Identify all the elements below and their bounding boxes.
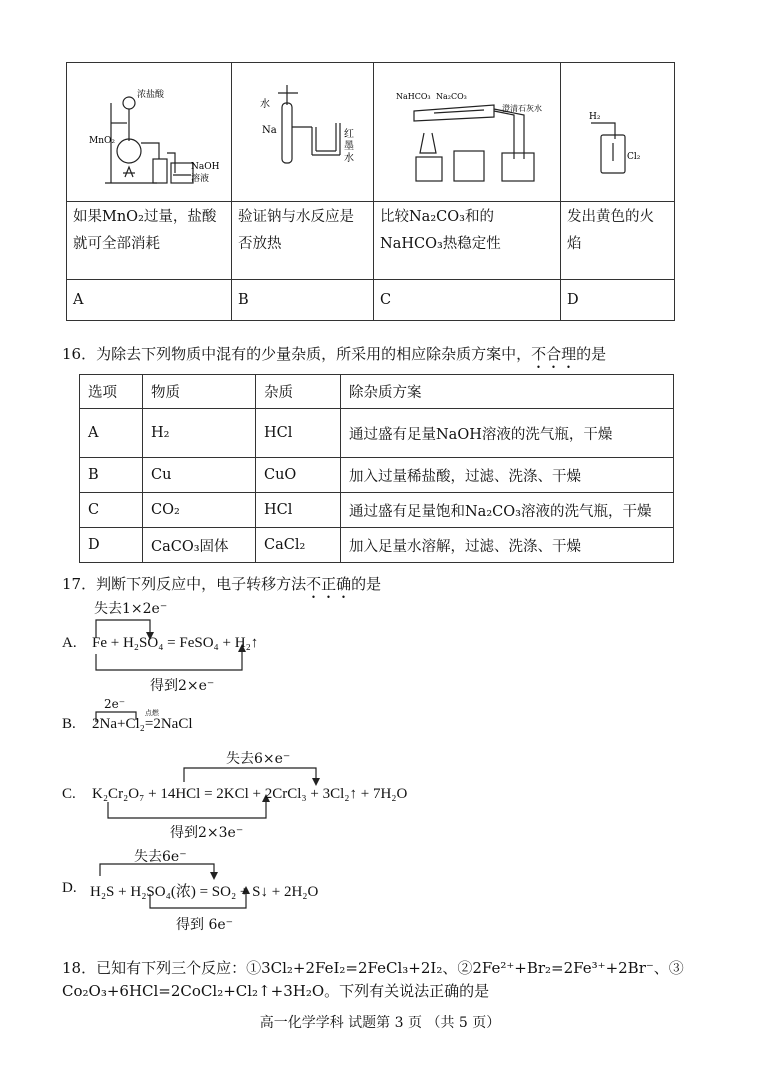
desc-c: 比较Na₂CO₃和的NaHCO₃热稳定性 <box>374 202 561 280</box>
q17d-label: D. <box>62 880 77 896</box>
label-red2: 墨 <box>344 141 354 152</box>
q16-cell: H₂ <box>143 409 256 458</box>
desc-b: 验证钠与水反应是否放热 <box>232 202 374 280</box>
q16-cell: 加入足量水溶解，过滤、洗涤、干燥 <box>341 528 674 563</box>
q16-stem-prefix: 16．为除去下列物质中混有的少量杂质，所采用的相应除杂质方案中， <box>62 345 532 363</box>
label-h2: H₂ <box>589 112 601 122</box>
q16-cell: C <box>80 493 143 528</box>
label-water: 水 <box>260 99 270 110</box>
q17a-bottom-label: 得到2×e⁻ <box>150 678 215 694</box>
q17c-equation: K₂Cr₂O₇ + 14HCl = 2KCl + 2CrCl₃ + 3Cl₂↑ + 7H₂O <box>92 786 408 802</box>
q17b-condition-sign: 点燃 = <box>144 709 159 732</box>
q17c-label: C. <box>62 786 76 802</box>
q17b-equation <box>92 709 193 733</box>
q18-line2: Co₂O₃+6HCl=2CoCl₂+Cl₂↑+3H₂O。下列有关说法正确的是 <box>62 982 490 1000</box>
sodium-water-diagram <box>232 63 373 201</box>
q17d-equation: H₂S + H₂SO₄(浓) = SO₂ + S↓ + 2H₂O <box>90 884 319 900</box>
q17d-bottom-label: 得到 6e⁻ <box>176 917 234 933</box>
q17-stem-suffix: 的是 <box>351 575 382 593</box>
apparatus-cell-a <box>67 63 232 202</box>
hydrogen-chlorine-diagram <box>561 63 674 201</box>
q17-stem-emphasis: 不正确 <box>306 575 352 593</box>
label-red1: 红 <box>344 129 354 140</box>
q16-cell: HCl <box>256 493 341 528</box>
q17b-label: B. <box>62 716 76 732</box>
label-solution: 溶液 <box>191 174 210 184</box>
q16-cell: HCl <box>256 409 341 458</box>
q17-stem-prefix: 17．判断下列反应中，电子转移方法 <box>62 575 307 593</box>
chlorine-generator-diagram <box>67 63 231 201</box>
q16-table <box>79 374 674 563</box>
q17b-top-label: 2e⁻ <box>104 697 126 711</box>
experiment-table <box>66 62 675 321</box>
label-mno2: MnO₂ <box>89 136 115 146</box>
label-na: Na <box>262 125 277 136</box>
apparatus-cell-c <box>374 63 561 202</box>
q18-line1: 18．已知有下列三个反应：①3Cl₂+2FeI₂=2FeCl₃+2I₂、②2Fe²⁺+Br₂=2Fe³⁺+2Br⁻、③ <box>62 959 684 977</box>
q16-stem <box>62 343 606 372</box>
q17a-label: A. <box>62 635 77 651</box>
letter-c: C <box>374 280 561 321</box>
table-row <box>80 493 674 528</box>
q17a-equation: Fe + H₂SO₄ = FeSO₄ + H₂↑ <box>92 635 259 651</box>
q17b-condition: 点燃 <box>144 709 159 717</box>
q16-header-option: 选项 <box>80 375 143 409</box>
q17c-top-label: 失去6×e⁻ <box>226 751 291 767</box>
q16-cell: Cu <box>143 458 256 493</box>
label-conc-hcl: 浓盐酸 <box>137 90 165 100</box>
q17a-top-label: 失去1×2e⁻ <box>94 601 168 617</box>
q16-cell: CuO <box>256 458 341 493</box>
q17d-top-label: 失去6e⁻ <box>134 849 187 865</box>
q16-cell: CaCO₃固体 <box>143 528 256 563</box>
q16-header-substance: 物质 <box>143 375 256 409</box>
q16-cell: CO₂ <box>143 493 256 528</box>
label-naoh: NaOH <box>191 162 220 172</box>
q16-stem-emphasis: 不合理 <box>531 345 577 363</box>
table-row <box>80 458 674 493</box>
label-nahco3: NaHCO₃ <box>396 92 431 101</box>
q16-header-impurity: 杂质 <box>256 375 341 409</box>
label-na2co3: Na₂CO₃ <box>436 92 467 101</box>
label-cl2: Cl₂ <box>627 152 641 162</box>
desc-a: 如果MnO₂过量，盐酸就可全部消耗 <box>67 202 232 280</box>
letter-d: D <box>561 280 675 321</box>
q16-cell: 加入过量稀盐酸，过滤、洗涤、干燥 <box>341 458 674 493</box>
q16-cell: CaCl₂ <box>256 528 341 563</box>
apparatus-cell-b <box>232 63 374 202</box>
q16-stem-suffix: 的是 <box>576 345 607 363</box>
table-row <box>80 409 674 458</box>
page-footer: 高一化学学科 试题第 3 页 （共 5 页） <box>259 1015 501 1031</box>
q16-header-method: 除杂质方案 <box>341 375 674 409</box>
apparatus-cell-d <box>561 63 675 202</box>
q17b-products: 2NaCl <box>153 716 193 732</box>
q16-cell: 通过盛有足量NaOH溶液的洗气瓶，干燥 <box>341 409 674 458</box>
q17c-bottom-label: 得到2×3e⁻ <box>170 825 244 841</box>
q16-cell: A <box>80 409 143 458</box>
q16-cell: D <box>80 528 143 563</box>
q17b-reactants: 2Na+Cl₂ <box>92 716 145 732</box>
table-row <box>80 528 674 563</box>
letter-b: B <box>232 280 374 321</box>
label-limewater: 澄清石灰水 <box>502 104 542 113</box>
q16-cell: B <box>80 458 143 493</box>
label-red3: 水 <box>344 153 354 164</box>
desc-d: 发出黄色的火焰 <box>561 202 675 280</box>
carbonate-heating-diagram <box>374 63 560 201</box>
q16-cell: 通过盛有足量饱和Na₂CO₃溶液的洗气瓶，干燥 <box>341 493 674 528</box>
letter-a: A <box>67 280 232 321</box>
